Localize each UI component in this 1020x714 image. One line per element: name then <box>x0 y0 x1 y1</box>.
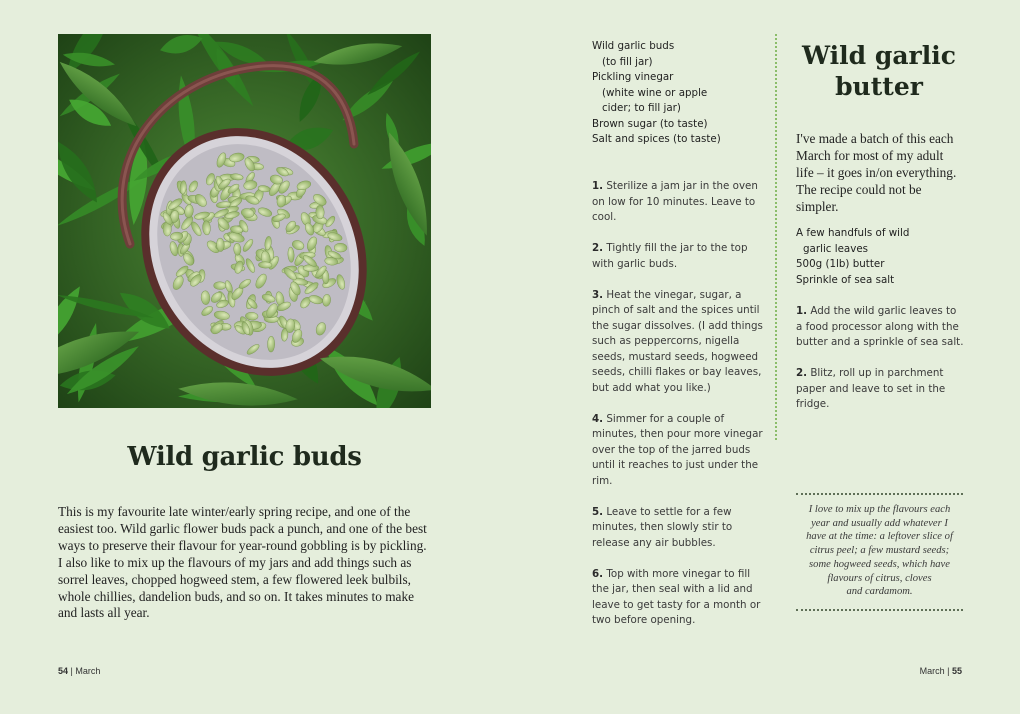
step-number: 2. <box>796 367 808 379</box>
method-step <box>592 505 764 552</box>
recipe-title-wild-garlic-butter <box>796 40 962 102</box>
butter-method-steps <box>796 304 964 428</box>
ingredient-line: Brown sugar (to taste) <box>592 117 708 130</box>
tip-rule-top <box>796 493 963 495</box>
title-line: butter <box>835 72 923 101</box>
method-step <box>592 288 764 397</box>
method-step <box>592 179 764 226</box>
tip-line: have at the time: a leftover slice of <box>806 531 953 543</box>
tip-box <box>796 503 963 599</box>
ingredient-line: A few handfuls of wild <box>796 227 910 239</box>
step-text: Top with more vinegar to fill the jar, then seal with a lid and leave to get tasty for a month or two before opening. <box>592 567 761 626</box>
folio-separator: | <box>944 666 952 676</box>
step-text: Blitz, roll up in parchment paper and leave to set in the fridge. <box>796 367 946 410</box>
folio-separator: | <box>68 666 76 676</box>
step-number: 4. <box>592 412 604 425</box>
step-text: Simmer for a couple of minutes, then pour more vinegar over the top of the jarred buds until it reaches to just under the rim. <box>592 412 763 487</box>
garlic-bud <box>267 336 274 352</box>
method-step <box>796 366 964 413</box>
ingredient-line: cider; to fill jar) <box>602 102 681 114</box>
step-number: 3. <box>592 288 604 301</box>
ingredient-line: Salt and spices (to taste) <box>592 133 721 145</box>
step-number: 1. <box>796 305 808 317</box>
folio-right <box>920 666 962 676</box>
garlic-bud <box>316 205 325 219</box>
step-number: 6. <box>592 567 604 580</box>
butter-ingredient-list <box>796 226 964 288</box>
tip-line: and cardamom. <box>846 586 913 598</box>
page-number: 55 <box>951 666 962 676</box>
tip-line: year and usually add whatever I <box>811 517 948 529</box>
intro-paragraph: This is my favourite late winter/early spring recipe, and one of the easiest too. Wild garlic flower buds pack a punch, and one of the best ways to preserve their flavour for year-round gobbling is by pickling. I also like to mix up the flavours of my jars and add things such as sorrel leaves, chopped hogweed stem, a few flowered leek bulbils, whole chillies, dandelion buds, and so on. It takes minutes to make and lasts all year. <box>58 504 427 621</box>
ingredient-line: Pickling vinegar <box>592 71 674 83</box>
step-number: 5. <box>592 505 604 518</box>
ingredient-line: Wild garlic buds <box>592 40 675 52</box>
ingredient-line: Sprinkle of sea salt <box>796 273 895 286</box>
step-text: Heat the vinegar, sugar, a pinch of salt and the spices until the sugar dissolves. (I add things such as peppercorns, nigella seeds, mustard seeds, hogweed seeds, chilli flakes or bay leaves, but add what you like.) <box>592 288 763 394</box>
title-line: Wild garlic <box>802 41 956 70</box>
folio-left <box>58 666 100 676</box>
column-divider <box>775 34 777 440</box>
folio-label: March <box>75 666 101 676</box>
garlic-bud <box>334 243 347 252</box>
step-text: Add the wild garlic leaves to a food processor along with the butter and a sprinkle of sea salt. <box>796 305 964 348</box>
method-step <box>592 412 764 490</box>
tip-line: some hogweed seeds, which have <box>809 558 950 570</box>
ingredient-line: garlic leaves <box>803 242 869 255</box>
garlic-bud <box>233 243 241 255</box>
page-number: 54 <box>58 666 69 676</box>
tip-line: I love to mix up the flavours each <box>808 504 951 515</box>
ingredient-line: 500g (1lb) butter <box>796 258 885 270</box>
buds-ingredient-list <box>592 39 767 148</box>
step-text: Tightly fill the jar to the top with garlic buds. <box>592 242 748 270</box>
method-step <box>592 241 764 272</box>
ingredient-line: (white wine or apple <box>602 86 708 99</box>
step-number: 1. <box>592 180 604 192</box>
wild-garlic-buds-photo <box>58 34 431 408</box>
step-text: Leave to settle for a few minutes, then slowly stir to release any air bubbles. <box>592 505 733 549</box>
folio-label: March <box>919 666 945 676</box>
tip-line: citrus peel; a few mustard seeds; <box>809 545 950 557</box>
step-text: Sterilize a jam jar in the oven on low for 10 minutes. Leave to cool. <box>592 180 758 223</box>
tip-rule-bottom <box>796 609 963 611</box>
ingredient-line: (to fill jar) <box>602 55 653 68</box>
tip-line: flavours of citrus, cloves <box>827 572 932 584</box>
step-number: 2. <box>592 242 604 254</box>
method-step <box>592 567 764 629</box>
page-title-wild-garlic-buds: Wild garlic buds <box>127 442 362 472</box>
garlic-bud <box>214 282 227 290</box>
buds-method-steps <box>592 179 764 644</box>
method-step <box>796 304 964 351</box>
butter-intro: I've made a batch of this each March for most of my adult life – it goes in/on everything. The recipe could not be simpler. <box>796 131 957 214</box>
